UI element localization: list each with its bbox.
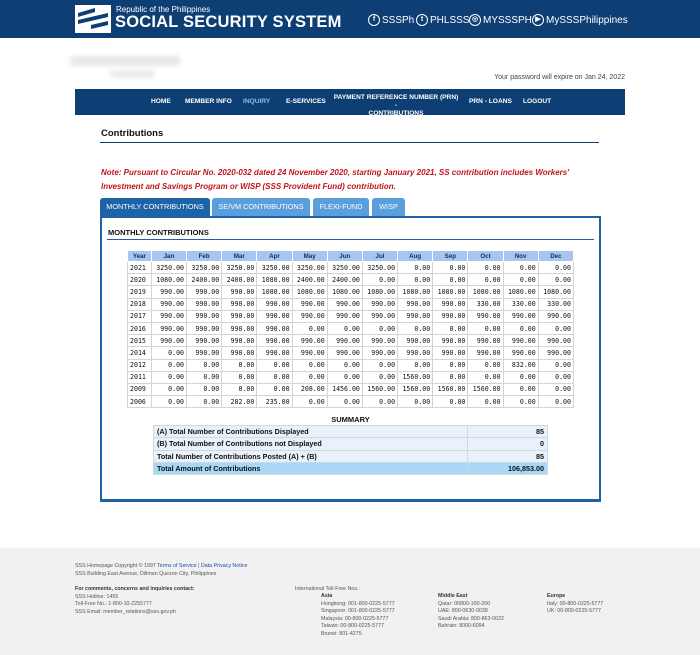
column-header: Oct [468,251,503,262]
tab-wisp[interactable]: WISP [372,198,405,216]
amount-cell: 3250.00 [327,262,362,274]
amount-cell: 2400.00 [327,274,362,286]
amount-cell: 990.00 [538,335,573,347]
summary-label: Total Number of Contributions Posted (A) + (B) [154,450,468,462]
social-label: PHLSSS [430,14,470,26]
amount-cell: 0.00 [398,262,433,274]
summary-label: (A) Total Number of Contributions Displayed [154,426,468,438]
year-cell: 2014 [128,347,152,359]
main-nav [75,89,625,115]
nav-prn-line2: CONTRIBUTIONS [368,110,424,117]
amount-cell: 0.00 [327,359,362,371]
amount-cell: 1080.00 [468,286,503,298]
amount-cell: 1560.00 [398,371,433,383]
amount-cell: 0.00 [503,322,538,334]
amount-cell: 0.00 [468,322,503,334]
amount-cell: 0.00 [468,262,503,274]
table-row [128,274,574,286]
amount-cell: 990.00 [433,347,468,359]
me-number: Saudi Arabia: 800-863-0022 [438,615,504,622]
amount-cell: 235.00 [257,396,292,408]
amount-cell: 0.00 [468,274,503,286]
amount-cell: 282.00 [222,396,257,408]
column-header: Mar [222,251,257,262]
footer-asia-block [321,593,395,638]
tab-flexi-fund[interactable]: FLEXI-FUND [313,198,369,216]
asia-number: Brunei: 801-4275 [321,630,362,637]
amount-cell: 990.00 [187,322,222,334]
amount-cell: 990.00 [187,335,222,347]
tollfree-text: Toll-Free No.: 1-800-10-2255777 [75,601,152,607]
intl-title: International Toll-Free Nos.: [295,586,360,592]
table-row [128,286,574,298]
amount-cell: 990.00 [398,310,433,322]
amount-cell: 1560.00 [468,383,503,395]
amount-cell: 832.00 [503,359,538,371]
table-row [128,335,574,347]
amount-cell: 990.00 [433,310,468,322]
footer-europe-block [547,593,603,616]
amount-cell: 0.00 [503,383,538,395]
amount-cell: 0.00 [292,359,327,371]
social-label: MySSSPhilippines [546,14,628,26]
amount-cell: 990.00 [327,298,362,310]
column-header: Jun [327,251,362,262]
monthly-contributions-table [127,250,574,408]
amount-cell: 0.00 [398,359,433,371]
amount-cell: 1080.00 [151,274,186,286]
column-header: Year [128,251,152,262]
twitter-icon: t [416,14,428,26]
amount-cell: 990.00 [292,298,327,310]
contact-title: For comments, concerns and inquiries contact: [75,586,195,592]
password-expiry-message: Your password will expire on Jan 24, 2022 [494,74,625,81]
summary-label: Total Amount of Contributions [154,462,468,474]
amount-cell: 3250.00 [187,262,222,274]
nav-home[interactable]: HOME [151,98,171,105]
year-cell: 2018 [128,298,152,310]
amount-cell: 990.00 [362,335,397,347]
amount-cell: 990.00 [187,310,222,322]
amount-cell: 990.00 [151,286,186,298]
table-row [128,298,574,310]
table-row [128,371,574,383]
amount-cell: 0.00 [503,396,538,408]
me-number: Bahrain: 8000-6094 [438,623,485,629]
amount-cell: 0.00 [468,371,503,383]
amount-cell: 990.00 [468,347,503,359]
column-header: Jul [362,251,397,262]
table-row [128,322,574,334]
europe-number: Italy: 00-800-0225-5777 [547,600,604,607]
amount-cell: 990.00 [327,310,362,322]
amount-cell: 0.00 [362,274,397,286]
asia-number: Hongkong: 001-800-0225-5777 [321,600,395,607]
brand-title: SOCIAL SECURITY SYSTEM [115,13,342,31]
amount-cell: 0.00 [362,371,397,383]
nav-prn-loans[interactable]: PRN - LOANS [469,98,512,105]
social-label: SSSPh [382,14,415,26]
europe-title: Europe [547,593,566,599]
amount-cell: 1080.00 [257,274,292,286]
me-number: UAE: 800-0630-0038 [438,608,488,614]
year-cell: 2017 [128,310,152,322]
column-header: Apr [257,251,292,262]
amount-cell: 0.00 [292,371,327,383]
europe-number: UK: 00-800-0225-5777 [547,608,601,614]
year-cell: 2009 [128,383,152,395]
tab-monthly-contributions[interactable]: MONTHLY CONTRIBUTIONS [100,198,210,216]
note-line-2: Investment and Savings Program or WISP (SSS Provident Fund) contribution. [101,181,396,191]
amount-cell: 990.00 [257,335,292,347]
facebook-icon: f [368,14,380,26]
amount-cell: 0.00 [327,322,362,334]
amount-cell: 990.00 [257,298,292,310]
summary-value: 0 [468,438,548,450]
amount-cell: 0.00 [538,274,573,286]
table-row [128,383,574,395]
title-divider [100,142,599,143]
social-twitter[interactable] [416,14,469,26]
amount-cell: 990.00 [327,335,362,347]
amount-cell: 990.00 [187,298,222,310]
nav-logout[interactable]: LOGOUT [523,98,552,105]
amount-cell: 990.00 [222,322,257,334]
amount-cell: 990.00 [538,310,573,322]
nav-inquiry[interactable]: INQUIRY [243,98,271,105]
column-header: Aug [398,251,433,262]
amount-cell: 330.00 [538,298,573,310]
panel-divider [107,239,594,240]
contributions-panel [100,216,601,502]
amount-cell: 1080.00 [362,286,397,298]
asia-title: Asia [321,593,333,599]
amount-cell: 990.00 [222,286,257,298]
amount-cell: 0.00 [362,359,397,371]
asia-number: Malaysia: 00-800-0225-5777 [321,615,389,622]
amount-cell: 0.00 [433,322,468,334]
amount-cell: 0.00 [257,383,292,395]
summary-total-value: 106,853.00 [468,462,548,474]
amount-cell: 0.00 [433,371,468,383]
amount-cell: 990.00 [362,347,397,359]
amount-cell: 990.00 [222,335,257,347]
table-body [128,262,574,408]
amount-cell: 0.00 [398,322,433,334]
amount-cell: 990.00 [362,298,397,310]
hotline-text: SSS Hotline: 1455 [75,593,119,600]
nav-prn-contributions[interactable] [333,94,459,118]
amount-cell: 990.00 [222,310,257,322]
brand-subtitle: Republic of the Philippines [116,5,211,14]
nav-e-services[interactable]: E-SERVICES [286,98,326,105]
column-header: Feb [187,251,222,262]
amount-cell: 0.00 [503,262,538,274]
amount-cell: 0.00 [187,359,222,371]
amount-cell: 990.00 [327,347,362,359]
amount-cell: 3250.00 [151,262,186,274]
amount-cell: 990.00 [257,322,292,334]
year-cell: 2006 [128,396,152,408]
amount-cell: 990.00 [398,298,433,310]
amount-cell: 0.00 [538,262,573,274]
year-cell: 2020 [128,274,152,286]
amount-cell: 990.00 [292,347,327,359]
me-number: Qatar: 00800-100-260 [438,600,491,607]
amount-cell: 0.00 [222,359,257,371]
amount-cell: 330.00 [468,298,503,310]
amount-cell: 3250.00 [292,262,327,274]
asia-number: Singapore: 001-800-0225-5777 [321,608,395,614]
amount-cell: 990.00 [362,310,397,322]
amount-cell: 990.00 [151,322,186,334]
nav-member-info[interactable]: MEMBER INFO [185,98,232,105]
amount-cell: 990.00 [433,298,468,310]
amount-cell: 208.00 [292,383,327,395]
amount-cell: 0.00 [362,396,397,408]
table-row [128,310,574,322]
amount-cell: 0.00 [151,359,186,371]
sss-logo[interactable] [75,5,111,33]
amount-cell: 0.00 [187,371,222,383]
amount-cell: 0.00 [503,274,538,286]
table-row [128,262,574,274]
amount-cell: 0.00 [292,322,327,334]
column-header: May [292,251,327,262]
amount-cell: 0.00 [433,396,468,408]
amount-cell: 990.00 [151,335,186,347]
table-header-row [128,251,574,262]
column-header: Nov [503,251,538,262]
table-row [128,396,574,408]
social-facebook[interactable] [368,14,414,26]
amount-cell: 0.00 [538,322,573,334]
instagram-icon: ◎ [469,14,481,26]
amount-cell: 990.00 [151,298,186,310]
address-text: SSS Building East Avenue, Diliman Quezon City, Philippines [75,570,217,577]
amount-cell: 1080.00 [398,286,433,298]
social-youtube[interactable] [532,14,628,26]
amount-cell: 3250.00 [257,262,292,274]
asia-number: Taiwan: 00-800-0225-5777 [321,623,385,629]
amount-cell: 0.00 [433,359,468,371]
amount-cell: 2400.00 [187,274,222,286]
amount-cell: 1080.00 [433,286,468,298]
amount-cell: 0.00 [503,371,538,383]
column-header: Jan [151,251,186,262]
amount-cell: 1456.00 [327,383,362,395]
amount-cell: 990.00 [503,335,538,347]
column-header: Sep [433,251,468,262]
amount-cell: 990.00 [398,335,433,347]
middle-east-title: Middle East [438,593,468,599]
amount-cell: 990.00 [468,310,503,322]
amount-cell: 990.00 [222,347,257,359]
member-id-redacted [110,70,155,78]
amount-cell: 0.00 [327,396,362,408]
panel-title: MONTHLY CONTRIBUTIONS [108,228,209,237]
amount-cell: 990.00 [292,335,327,347]
amount-cell: 0.00 [327,371,362,383]
amount-cell: 990.00 [503,347,538,359]
amount-cell: 990.00 [151,310,186,322]
amount-cell: 0.00 [362,322,397,334]
summary-row [154,450,548,462]
amount-cell: 990.00 [503,310,538,322]
table-row [128,359,574,371]
amount-cell: 0.00 [222,371,257,383]
amount-cell: 990.00 [187,286,222,298]
amount-cell: 0.00 [187,383,222,395]
summary-value: 85 [468,450,548,462]
year-cell: 2012 [128,359,152,371]
page-title: Contributions [101,128,164,139]
social-instagram[interactable] [469,14,532,26]
amount-cell: 0.00 [151,396,186,408]
amount-cell: 0.00 [151,371,186,383]
site-header [0,0,700,38]
amount-cell: 3250.00 [222,262,257,274]
copyright-text: SSS Homepage Copyright © 1997 [75,563,156,569]
summary-label: (B) Total Number of Contributions not Displayed [154,438,468,450]
amount-cell: 2400.00 [292,274,327,286]
amount-cell: 0.00 [398,274,433,286]
amount-cell: 330.00 [503,298,538,310]
email-text[interactable]: SSS Email: member_relations@sss.gov.ph [75,608,176,615]
amount-cell: 990.00 [468,335,503,347]
nav-prn-line1: PAYMENT REFERENCE NUMBER (PRN) - [333,94,459,109]
amount-cell: 0.00 [468,359,503,371]
amount-cell: 0.00 [257,371,292,383]
terms-link[interactable]: Terms of Service [157,563,197,569]
amount-cell: 990.00 [538,347,573,359]
social-label: MYSSSPH [483,14,532,26]
amount-cell: 0.00 [222,383,257,395]
amount-cell: 990.00 [292,310,327,322]
amount-cell: 0.00 [538,383,573,395]
summary-row [154,426,548,438]
amount-cell: 0.00 [538,396,573,408]
amount-cell: 990.00 [433,335,468,347]
amount-cell: 990.00 [398,347,433,359]
site-footer [0,548,700,655]
summary-value: 85 [468,426,548,438]
privacy-link[interactable]: Data Privacy Notice [200,563,248,569]
amount-cell: 0.00 [433,274,468,286]
year-cell: 2016 [128,322,152,334]
summary-total-row [154,462,548,474]
amount-cell: 0.00 [538,359,573,371]
amount-cell: 990.00 [257,347,292,359]
amount-cell: 1560.00 [398,383,433,395]
note-line-1: Note: Pursuant to Circular No. 2020-032 dated 24 November 2020, starting January 2021, SS contribution includes Workers' [101,168,570,177]
amount-cell: 0.00 [433,262,468,274]
amount-cell: 0.00 [257,359,292,371]
footer-copyright-block: SSS Homepage Copyright © 1997 Terms of Service | Data Privacy Notice SSS Building East Avenue, Diliman Quezon City, Philippines [75,563,248,577]
summary-row [154,438,548,450]
amount-cell: 1080.00 [327,286,362,298]
member-name-redacted [70,56,180,66]
tab-sevm-contributions[interactable]: SE/VM CONTRIBUTIONS [212,198,310,216]
amount-cell: 1560.00 [362,383,397,395]
amount-cell: 0.00 [468,396,503,408]
amount-cell: 990.00 [187,347,222,359]
summary-title: SUMMARY [331,415,370,424]
amount-cell: 1080.00 [503,286,538,298]
youtube-icon: ▶ [532,14,544,26]
footer-contact-block [75,586,195,616]
amount-cell: 1560.00 [433,383,468,395]
circular-note [101,166,601,193]
amount-cell: 0.00 [187,396,222,408]
amount-cell: 0.00 [292,396,327,408]
year-cell: 2011 [128,371,152,383]
year-cell: 2021 [128,262,152,274]
year-cell: 2019 [128,286,152,298]
amount-cell: 0.00 [151,347,186,359]
amount-cell: 1080.00 [292,286,327,298]
footer-middle-east-block [438,593,504,631]
year-cell: 2015 [128,335,152,347]
amount-cell: 990.00 [222,298,257,310]
amount-cell: 0.00 [538,371,573,383]
amount-cell: 0.00 [398,396,433,408]
amount-cell: 1080.00 [538,286,573,298]
column-header: Dec [538,251,573,262]
summary-table [153,425,548,475]
amount-cell: 2400.00 [222,274,257,286]
amount-cell: 0.00 [151,383,186,395]
amount-cell: 1080.00 [257,286,292,298]
amount-cell: 990.00 [257,310,292,322]
amount-cell: 3250.00 [362,262,397,274]
table-row [128,347,574,359]
